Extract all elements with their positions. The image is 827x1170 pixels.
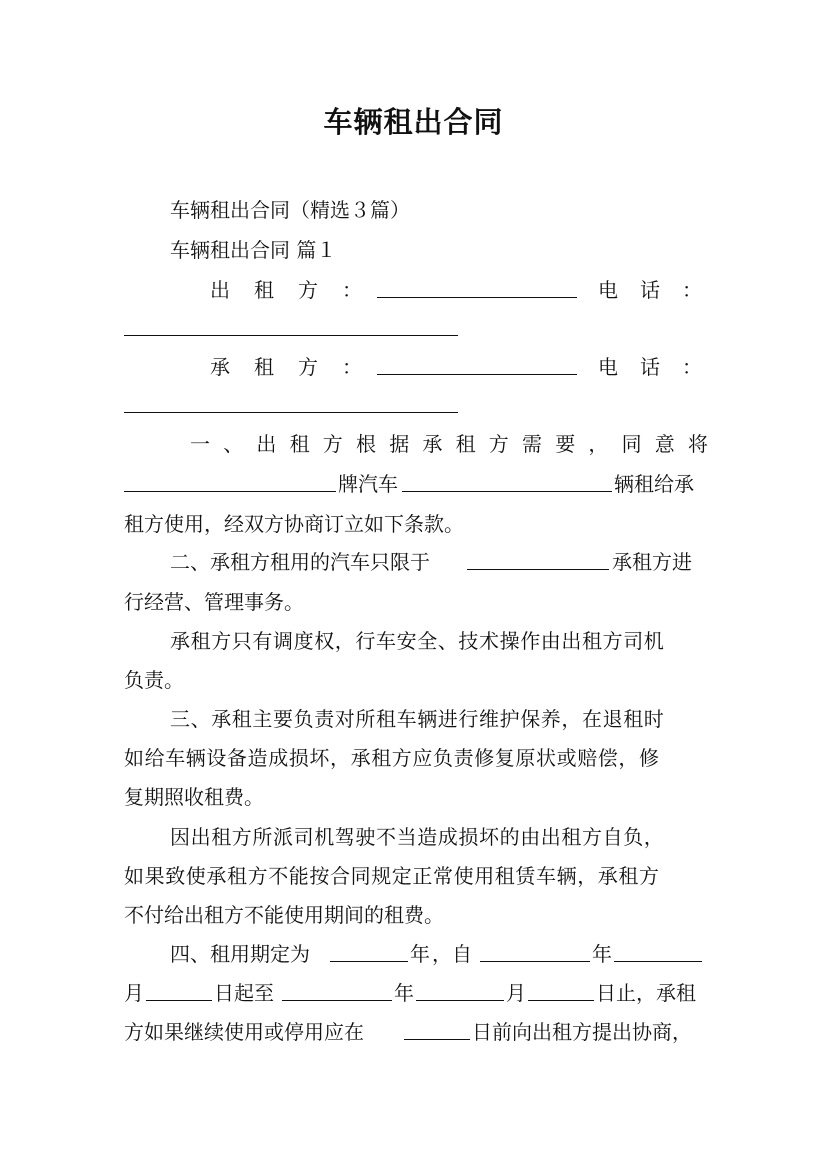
car-brand-blank[interactable]: [124, 491, 336, 492]
start-year-blank[interactable]: [480, 961, 590, 962]
clause-4-year-3: 年: [394, 981, 414, 1005]
clause-2-line-1b: 承租方进: [612, 550, 692, 574]
lessor-phone-blank[interactable]: [124, 335, 458, 336]
clause-3b-line-3: 不付给出租方不能使用期间的租费。: [124, 903, 444, 927]
usage-scope-blank[interactable]: [467, 569, 609, 570]
clause-4-day-from: 日起至: [214, 981, 274, 1005]
lessor-label-text: 出租方：: [210, 278, 386, 302]
start-day-blank[interactable]: [146, 1000, 212, 1001]
lessor-name-blank[interactable]: [377, 297, 577, 298]
term-years-blank[interactable]: [330, 961, 408, 962]
clause-1-brand-text: 牌汽车: [338, 472, 398, 496]
car-count-blank[interactable]: [402, 491, 612, 492]
clause-4-year-1: 年: [410, 942, 430, 966]
clause-2b-line-1: 承租方只有调度权，行车安全、技术操作由出租方司机: [170, 629, 665, 653]
lessor-label: [210, 278, 386, 302]
lessee-label-text: 承租方：: [210, 355, 386, 379]
lessee-phone-blank[interactable]: [124, 412, 458, 413]
clause-4-line-3a: 方如果继续使用或停用应在: [124, 1020, 364, 1044]
clause-3-line-3: 复期照收租费。: [124, 785, 264, 809]
clause-4-from: ，自: [432, 942, 472, 966]
clause-4-year-2: 年: [592, 942, 612, 966]
lessee-name-blank[interactable]: [377, 374, 577, 375]
lessee-phone-label: 电话：: [598, 355, 724, 379]
notice-days-blank[interactable]: [404, 1039, 470, 1040]
clause-4-line-3b: 日前向出租方提出协商，: [472, 1020, 692, 1044]
clause-4-text-a: 四、租用期定为: [170, 942, 310, 966]
end-year-blank[interactable]: [282, 1000, 392, 1001]
clause-3b-line-1: 因出租方所派司机驾驶不当造成损坏的由出租方自负，: [170, 825, 665, 849]
clause-2b-line-2: 负责。: [124, 668, 184, 692]
clause-4-month-1: 月: [124, 981, 144, 1005]
clause-4-month-2: 月: [506, 981, 526, 1005]
subtitle: 车辆租出合同（精选３篇）: [170, 198, 410, 222]
end-month-blank[interactable]: [416, 1000, 504, 1001]
clause-2-line-2: 行经营、管理事务。: [124, 590, 304, 614]
document-title: 车辆租出合同: [323, 105, 504, 139]
clause-1-line-3: 租方使用，经双方协商订立如下条款。: [124, 512, 464, 536]
end-day-blank[interactable]: [528, 1000, 594, 1001]
clause-4-day-to: 日止，承租: [596, 981, 696, 1005]
lessor-phone-label: 电话：: [598, 278, 724, 302]
start-month-blank[interactable]: [614, 961, 702, 962]
clause-1-line-1: 一、出租方根据承租方需要，同意将: [190, 432, 722, 456]
clause-3-line-1: 三、承租主要负责对所租车辆进行维护保养，在退租时: [170, 707, 665, 731]
clause-2-line-1a: 二、承租方租用的汽车只限于: [170, 550, 430, 574]
lessee-label: [210, 355, 386, 379]
clause-3b-line-2: 如果致使承租方不能按合同规定正常使用租赁车辆，承租方: [124, 864, 660, 888]
section-heading: 车辆租出合同 篇１: [170, 238, 337, 262]
clause-1-count-text: 辆租给承: [614, 472, 694, 496]
clause-3-line-2: 如给车辆设备造成损坏，承租方应负责修复原状或赔偿，修: [124, 746, 660, 770]
